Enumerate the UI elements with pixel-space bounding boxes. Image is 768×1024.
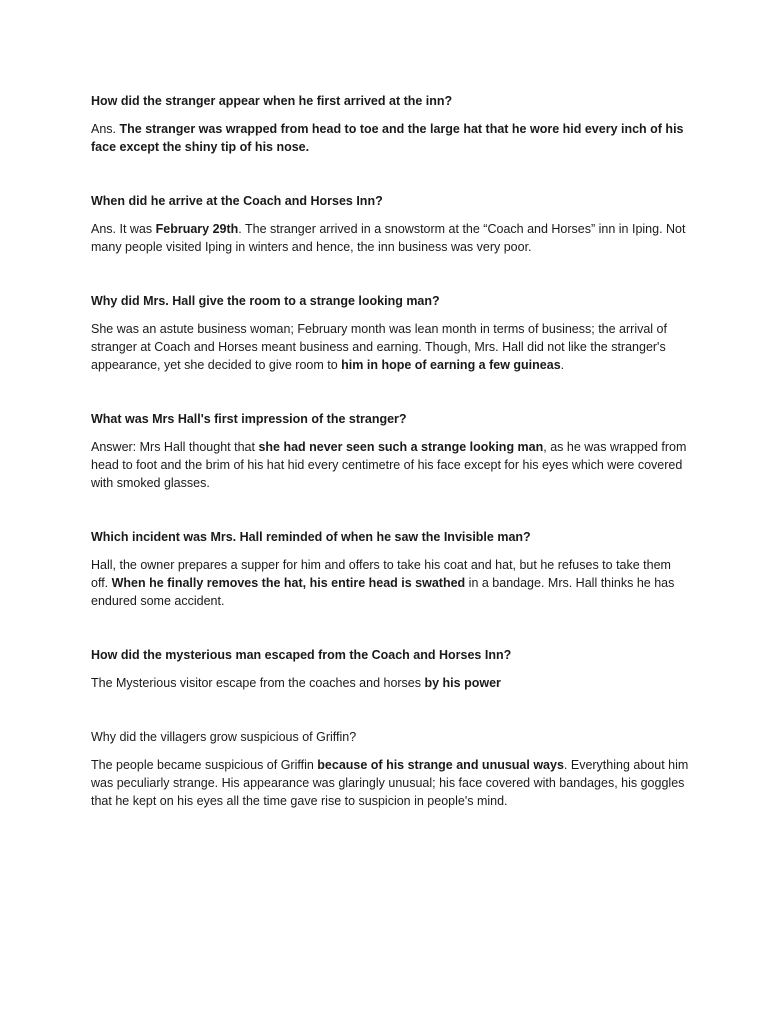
answer-text [91, 674, 691, 692]
answer-text [91, 756, 691, 810]
qa-item-4 [91, 410, 691, 492]
question-text: Which incident was Mrs. Hall reminded of when he saw the Invisible man? [91, 530, 531, 544]
question-text: Why did Mrs. Hall give the room to a strange looking man? [91, 294, 440, 308]
qa-item-2 [91, 192, 691, 256]
question-text: How did the mysterious man escaped from the Coach and Horses Inn? [91, 648, 512, 662]
qa-item-6 [91, 646, 691, 692]
qa-item-3 [91, 292, 691, 374]
answer-text [91, 220, 691, 256]
answer-segment: Ans. [91, 122, 120, 136]
question-text: When did he arrive at the Coach and Horses Inn? [91, 194, 383, 208]
question-text: Why did the villagers grow suspicious of Griffin? [91, 730, 357, 744]
answer-segment: . The stranger arrived in a snowstorm at the “Coach and Horses” inn in Iping. Not many people visited Iping in winters and hence, the inn business was very poor. [91, 222, 686, 254]
answer-text [91, 120, 691, 156]
answer-emphasis: When he finally removes the hat, his entire head is swathed [111, 576, 466, 590]
answer-segment: The Mysterious visitor escape from the coaches and horses [91, 676, 425, 690]
answer-emphasis: February 29th [155, 222, 239, 236]
answer-emphasis: she had never seen such a strange looking man [258, 440, 544, 454]
answer-text [91, 438, 691, 492]
answer-segment: Ans. It was [91, 222, 156, 236]
answer-segment: . Everything about him was peculiarly strange. His appearance was glaringly unusual; his face covered with bandages, his goggles that he kept on his eyes all the time gave rise to suspicion in people's mind. [91, 758, 689, 808]
answer-segment: Answer: Mrs Hall thought that [91, 440, 259, 454]
question-text: What was Mrs Hall's first impression of the stranger? [91, 412, 407, 426]
answer-segment: . [560, 358, 565, 372]
qa-item-1 [91, 92, 691, 156]
answer-emphasis: The stranger was wrapped from head to toe and the large hat that he wore hid every inch of his face except the shiny tip of his nose. [91, 122, 684, 154]
qa-item-7 [91, 728, 691, 810]
answer-emphasis: because of his strange and unusual ways [317, 758, 564, 772]
question-text: How did the stranger appear when he first arrived at the inn? [91, 94, 453, 108]
answer-segment: , as he was wrapped from head to foot and the brim of his hat hid every centimetre of his face except for his eyes which were covered with smoked glasses. [91, 440, 687, 490]
answer-segment: Hall, the owner prepares a supper for him and offers to take his coat and hat, but he refuses to take them off. [91, 558, 671, 590]
answer-emphasis: by his power [424, 676, 501, 690]
answer-segment: She was an astute business woman; February month was lean month in terms of business; the arrival of stranger at Coach and Horses meant business and earning. Though, Mrs. Hall did not like the stranger's appearance, yet she decided to give room to [91, 322, 667, 372]
answer-text [91, 556, 691, 610]
answer-emphasis: him in hope of earning a few guineas [341, 358, 561, 372]
answer-text [91, 320, 691, 374]
document-page [91, 92, 691, 846]
qa-item-5 [91, 528, 691, 610]
answer-segment: The people became suspicious of Griffin [91, 758, 318, 772]
answer-segment: in a bandage. Mrs. Hall thinks he has endured some accident. [91, 576, 675, 608]
